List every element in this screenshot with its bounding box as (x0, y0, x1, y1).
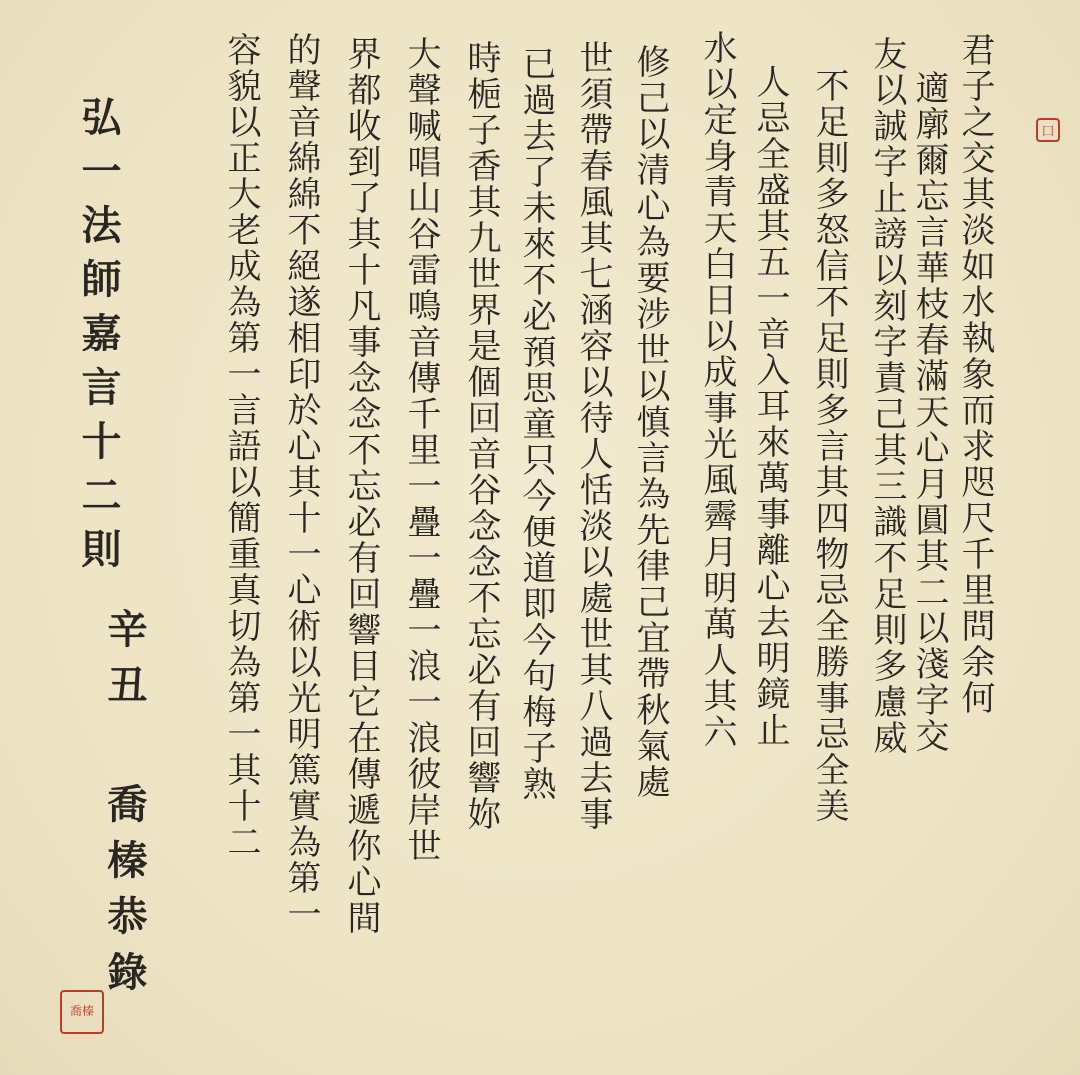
text-column-10: 時梔子香其九世界是個回音谷念念不忘必有回響妳 (461, 40, 501, 832)
signature: 辛丑 喬榛恭錄 (101, 608, 148, 1007)
text-column-11: 大聲喊唱山谷雷鳴音傳千里一疊一疊一浪一浪彼岸世 (401, 36, 441, 864)
title: 弘一法師嘉言十二則 (75, 96, 122, 582)
text-column-8: 世須帶春風其七涵容以待人恬淡以處世其八過去事 (573, 40, 613, 832)
text-column-9: 已過去了未來不必預思童只今便道即今句梅子熟 (516, 46, 556, 802)
text-column-7: 修己以清心為要涉世以慎言為先律己宜帶秋氣處 (630, 44, 670, 800)
text-column-5: 人忌全盛其五一音入耳來萬事離心去明鏡止 (750, 64, 790, 748)
text-column-14: 容貌以正大老成為第一言語以簡重真切為第一其十二 (221, 32, 261, 860)
seal-top: 囗 (1036, 118, 1060, 142)
text-column-13: 的聲音綿綿不絕遂相印於心其十一心術以光明篤實為第一 (281, 32, 321, 932)
seal-bottom: 喬榛 (60, 990, 104, 1034)
text-column-3: 友以誠字止謗以刻字責己其三識不足則多慮威 (867, 36, 907, 756)
text-column-6: 水以定身青天白日以成事光風霽月明萬人其六 (697, 30, 737, 750)
text-column-12: 界都收到了其十凡事念念不忘必有回響目它在傳遞你心間 (341, 36, 381, 936)
text-column-2: 適廓爾忘言華枝春滿天心月圓其二以淺字交 (909, 70, 949, 754)
text-column-1: 君子之交其淡如水執象而求咫尺千里問余何 (955, 32, 995, 716)
text-column-4: 不足則多怒信不足則多言其四物忌全勝事忌全美 (809, 68, 849, 824)
